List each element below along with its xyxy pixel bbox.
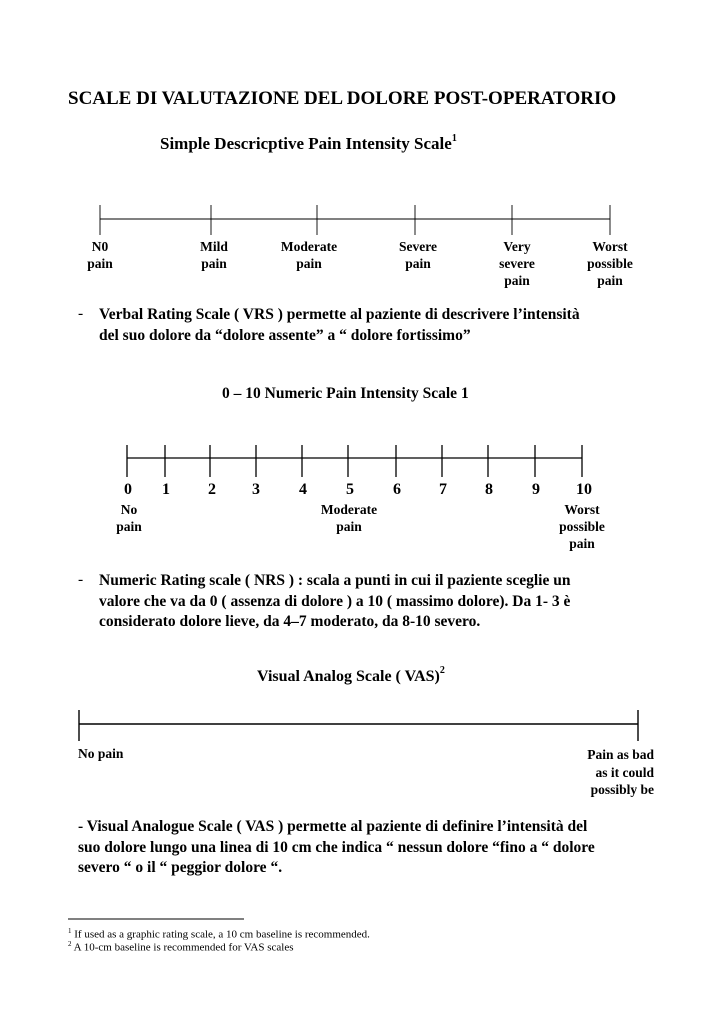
vrs-bullet: - xyxy=(78,305,84,322)
scale2-title: 0 – 10 Numeric Pain Intensity Scale 1 xyxy=(222,385,469,402)
vrs-paragraph: Verbal Rating Scale ( VRS ) permette al paziente di descrivere l’intensità del suo dolore da “dolore assente” a “ dolore fortissimo” xyxy=(99,306,580,344)
scale1-label-severe-pain: Severe pain xyxy=(399,239,437,271)
scale3-title xyxy=(257,665,445,686)
scale1-line xyxy=(100,205,610,235)
scale1-footnote-ref: 1 xyxy=(451,133,457,144)
nrs-bullet: - xyxy=(78,571,84,588)
scale1-label-worst-pain: Worst possible pain xyxy=(587,239,633,288)
scale2-number-4: 4 xyxy=(299,481,307,498)
footnote-1: $^1$ If used as a graphic rating scale, a 10 cm baseline is recommended. xyxy=(68,927,370,941)
scale2-number-3: 3 xyxy=(252,481,260,498)
footnote-2: $^2$ A 10-cm baseline is recommended for VAS scales xyxy=(68,940,294,954)
page-title: SCALE DI VALUTAZIONE DEL DOLORE POST-OPERATORIO xyxy=(68,88,617,109)
scale3-label-worst-pain: Pain as bad as it could possibly be xyxy=(587,747,654,797)
scale1-label-very-severe-pain: Very severe pain xyxy=(499,239,535,288)
scale2-number-8: 8 xyxy=(485,481,493,498)
scale3-title-text: Visual Analog Scale ( VAS) xyxy=(257,668,440,685)
scale2-line xyxy=(127,445,582,477)
scale2-number-1: 1 xyxy=(162,481,170,498)
scale2-number-6: 6 xyxy=(393,481,401,498)
scale2-number-0: 0 xyxy=(124,481,132,498)
scale2-number-10: 10 xyxy=(576,481,592,498)
scale1-label-moderate-pain: Moderate pain xyxy=(280,239,338,271)
scale1-label-mild-pain: Mild pain xyxy=(200,239,228,271)
vas-paragraph: - Visual Analogue Scale ( VAS ) permette al paziente di definire l’intensità del suo dolore lungo una linea di 10 cm che indica “ nessun dolore “fino a “ dolore severo “ o il “ peggior dolore “. xyxy=(78,818,595,876)
scale3-footnote-ref: 2 xyxy=(439,665,445,676)
scale2-number-5: 5 xyxy=(346,481,354,498)
scale2-number-2: 2 xyxy=(208,481,216,498)
scale1-title-text: Simple Descricptive Pain Intensity Scale xyxy=(160,134,452,153)
scale2-label-moderate-pain: Moderate pain xyxy=(320,502,378,534)
scale2-label-worst-pain: Worst possible pain xyxy=(559,502,605,551)
scale2-number-9: 9 xyxy=(532,481,540,498)
nrs-paragraph: Numeric Rating scale ( NRS ) : scala a punti in cui il paziente sceglie un valore che va da 0 ( assenza di dolore ) a 10 ( massimo dolore). Da 1- 3 è considerato dolore lieve, da 4–7 moderato, da 8-10 severo. xyxy=(99,572,571,630)
scale1-label-no-pain: N0 pain xyxy=(87,239,113,271)
scale2-label-no-pain: No pain xyxy=(116,502,142,534)
scale2-number-7: 7 xyxy=(439,481,447,498)
scale3-line xyxy=(79,710,638,741)
scale3-label-no-pain: No pain xyxy=(78,746,124,761)
